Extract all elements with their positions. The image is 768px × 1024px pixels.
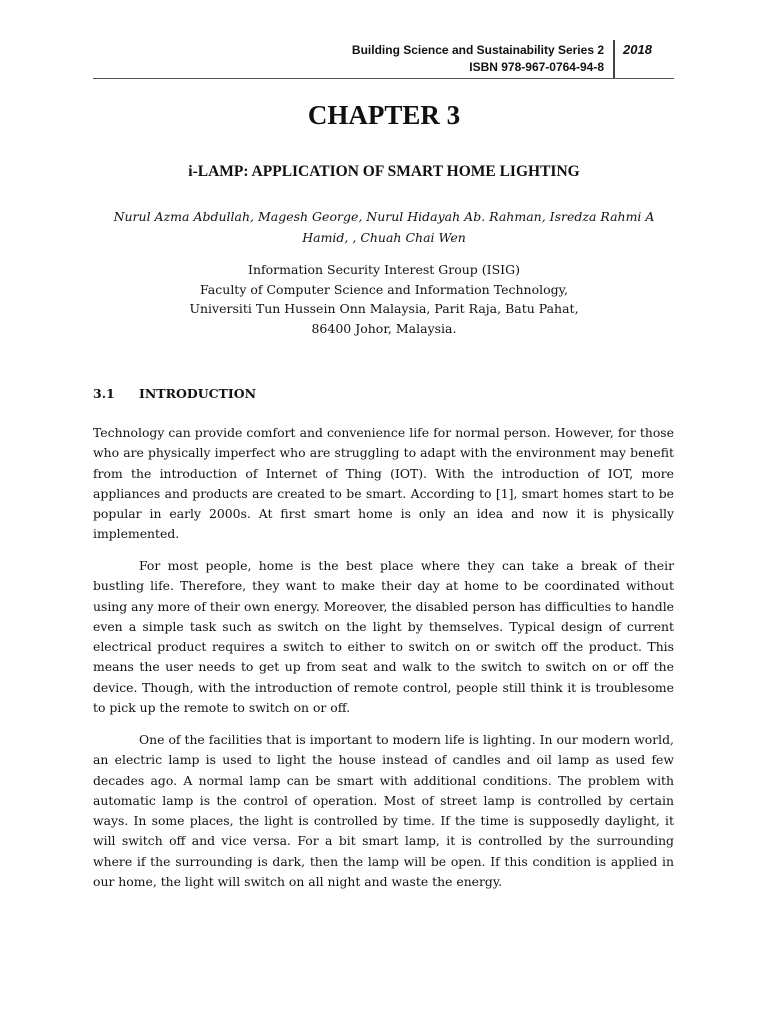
affiliation-line: Information Security Interest Group (ISIG) <box>248 262 520 277</box>
affiliation-line: 86400 Johor, Malaysia. <box>311 320 457 336</box>
running-header <box>93 40 674 80</box>
header-rule <box>93 78 674 79</box>
body-paragraph: Technology can provide comfort and convenience life for normal person. However, for those who are physically imperfect who are struggling to adapt with the environment may benefit from the introduction of Internet of Thing (IOT). With the introduction of IOT, more appliances and products are created to be smart. According to [1], smart homes start to be popular in early 2000s. At first smart home is only an idea and now it is physically implemented. <box>93 425 674 542</box>
affiliation-block <box>0 260 768 338</box>
affiliation-line: Universiti Tun Hussein Onn Malaysia, Parit Raja, Batu Pahat, <box>189 301 579 316</box>
series-title: Building Science and Sustainability Series 2 <box>351 43 604 57</box>
author-list: Nurul Azma Abdullah, Magesh George, Nurul Hidayah Ab. Rahman, Isredza Rahmi A Hamid, , Chuah Chai Wen <box>113 209 655 245</box>
body-paragraph: One of the facilities that is important to modern life is lighting. In our modern world, an electric lamp is used to light the house instead of candles and oil lamp as used few decades ago. A normal lamp can be smart with additional conditions. The problem with automatic lamp is the control of operation. Most of street lamp is controlled by certain ways. In some places, the light is controlled by time. If the time is supposedly daylight, it will switch off and vice versa. For a bit smart lamp, it is controlled by the surrounding where if the surrounding is dark, then the lamp will be open. If this condition is applied in our home, the light will switch on all night and waste the energy. <box>93 732 674 890</box>
section-title: INTRODUCTION <box>139 386 257 401</box>
header-divider <box>613 40 615 78</box>
body-paragraph: For most people, home is the best place where they can take a break of their bustling life. Therefore, they want to make their day at home to be coordinated without using any more of their own energy. Moreover, the disabled person has difficulties to handle even a simple task such as switch on the light by themselves. Typical design of current electrical product requires a switch to either to switch on or switch off the product. This means the user needs to get up from seat and walk to the switch to switch on or off the device. Though, with the introduction of remote control, people still think it is troublesome to pick up the remote to switch on or off. <box>93 558 674 716</box>
chapter-title: CHAPTER 3 <box>307 100 461 130</box>
isbn: ISBN 978-967-0764-94-8 <box>469 60 604 74</box>
paper-title: i-LAMP: APPLICATION OF SMART HOME LIGHTING <box>188 163 580 180</box>
section-heading <box>93 386 256 401</box>
publication-year: 2018 <box>623 42 652 57</box>
section-number: 3.1 <box>93 386 115 401</box>
affiliation-line: Faculty of Computer Science and Information Technology, <box>199 281 569 297</box>
